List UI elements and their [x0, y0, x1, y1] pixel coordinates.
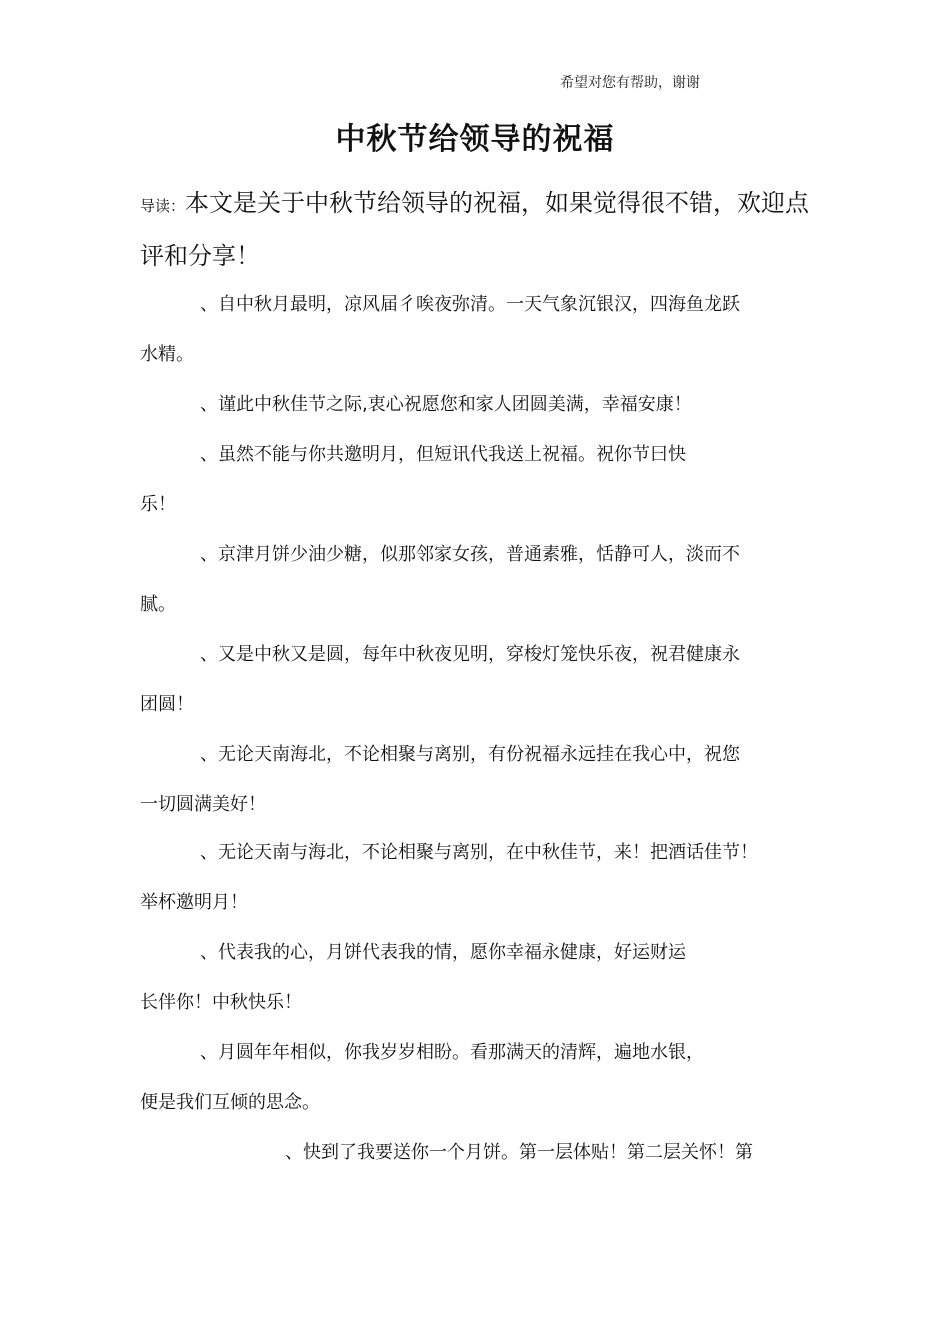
- wish-line: 、代表我的心，月饼代表我的情，愿你幸福永健康，好运财运: [200, 942, 686, 963]
- wish-line: 便是我们互倾的思念。: [140, 1092, 320, 1113]
- wish-line: 、京津月饼少油少糖，似那邻家女孩，普通素雅，恬静可人，淡而不: [200, 544, 740, 565]
- wish-line: 团圆！: [140, 694, 194, 715]
- wish-line: 、自中秋月最明，凉风届彳唉夜弥清。一天气象沉银汉，四海鱼龙跃: [200, 294, 740, 315]
- intro-label: 导读：: [140, 197, 186, 215]
- wish-line: 、无论天南海北，不论相聚与离别，有份祝福永远挂在我心中，祝您: [200, 744, 740, 765]
- wish-line: 举杯邀明月！: [140, 892, 248, 913]
- intro-paragraph: [140, 178, 820, 281]
- wish-line: 、快到了我要送你一个月饼。第一层体贴！第二层关怀！第: [285, 1142, 753, 1163]
- wish-line: 乐！: [140, 494, 176, 515]
- wish-line: 长伴你！中秋快乐！: [140, 992, 302, 1013]
- document-title: 中秋节给领导的祝福: [335, 122, 615, 157]
- wish-line: 、虽然不能与你共邀明月，但短讯代我送上祝福。祝你节曰快: [200, 444, 686, 465]
- wish-line: 、谨此中秋佳节之际,衷心祝愿您和家人团圆美满，幸福安康！: [200, 394, 692, 415]
- wish-line: 、月圆年年相似，你我岁岁相盼。看那满天的清辉，遍地水银，: [200, 1042, 704, 1063]
- wish-line: 腻。: [140, 594, 176, 615]
- header-note: 希望对您有帮助，谢谢: [560, 75, 700, 91]
- wish-line: 一切圆满美好！: [140, 794, 266, 815]
- wish-line: 水精。: [140, 344, 194, 365]
- wish-line: 、无论天南与海北，不论相聚与离别，在中秋佳节，来！把酒话佳节！: [200, 842, 758, 863]
- intro-text: 本文是关于中秋节给领导的祝福，如果觉得很不错，欢迎点评和分享！: [140, 189, 810, 270]
- wish-line: 、又是中秋又是圆，每年中秋夜见明，穿梭灯笼快乐夜，祝君健康永: [200, 644, 740, 665]
